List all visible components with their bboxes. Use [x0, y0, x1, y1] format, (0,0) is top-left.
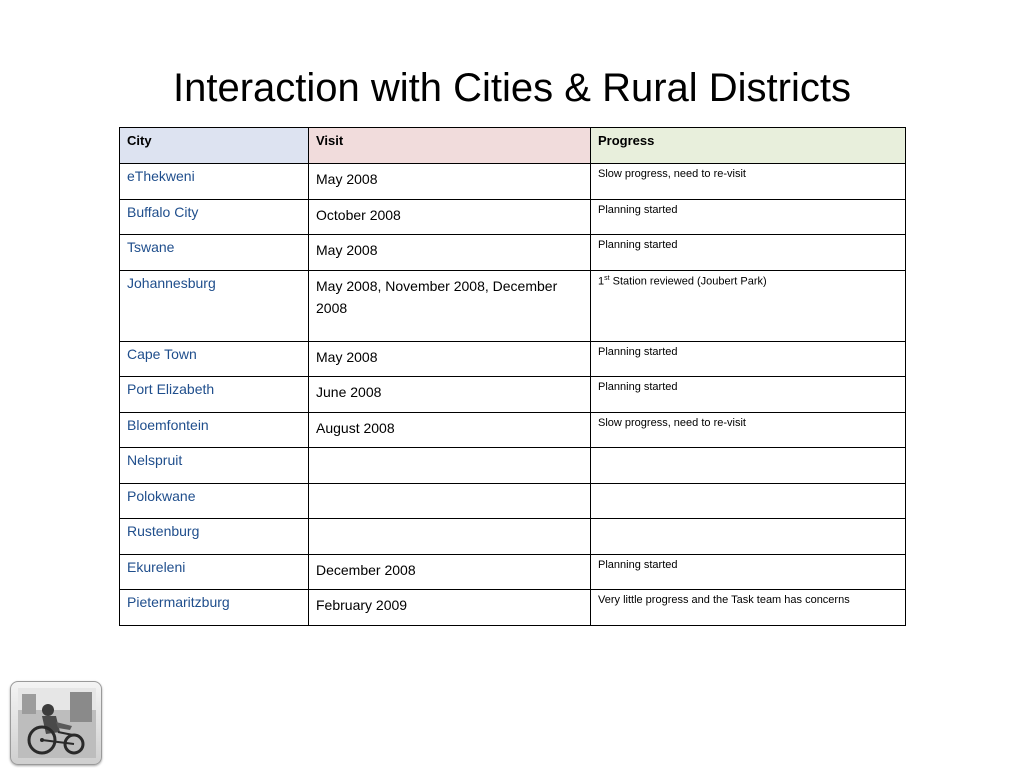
- progress-cell: [591, 519, 906, 555]
- progress-cell: Planning started: [591, 377, 906, 413]
- table-row: [120, 164, 906, 200]
- visit-cell: [309, 483, 591, 519]
- city-cell: Bloemfontein: [120, 412, 309, 448]
- city-cell: Pietermaritzburg: [120, 590, 309, 626]
- table-row: [120, 590, 906, 626]
- visit-cell: May 2008: [309, 341, 591, 377]
- progress-cell: [591, 448, 906, 484]
- cities-table: [119, 127, 906, 626]
- city-cell: Buffalo City: [120, 199, 309, 235]
- table-row: [120, 483, 906, 519]
- progress-cell: Planning started: [591, 235, 906, 271]
- visit-cell: May 2008: [309, 164, 591, 200]
- table-row: [120, 270, 906, 341]
- table-row: [120, 341, 906, 377]
- table-row: [120, 519, 906, 555]
- progress-cell: Planning started: [591, 554, 906, 590]
- city-cell: Tswane: [120, 235, 309, 271]
- table-row: [120, 377, 906, 413]
- visit-cell: [309, 519, 591, 555]
- city-cell: Port Elizabeth: [120, 377, 309, 413]
- progress-cell: Planning started: [591, 341, 906, 377]
- visit-cell: [309, 448, 591, 484]
- slide-title: Interaction with Cities & Rural Districts: [173, 66, 851, 110]
- city-cell: Cape Town: [120, 341, 309, 377]
- progress-cell: Planning started: [591, 199, 906, 235]
- city-cell: Johannesburg: [120, 270, 309, 341]
- header-progress: Progress: [591, 128, 906, 164]
- progress-cell: Slow progress, need to re-visit: [591, 412, 906, 448]
- city-cell: Ekureleni: [120, 554, 309, 590]
- visit-cell: February 2009: [309, 590, 591, 626]
- visit-cell: August 2008: [309, 412, 591, 448]
- table-row: [120, 554, 906, 590]
- header-visit: Visit: [309, 128, 591, 164]
- table-header-row: [120, 128, 906, 164]
- header-city: City: [120, 128, 309, 164]
- wheelchair-photo-icon: [18, 688, 96, 758]
- city-cell: Nelspruit: [120, 448, 309, 484]
- progress-cell: [591, 483, 906, 519]
- visit-cell: June 2008: [309, 377, 591, 413]
- progress-ordinal-suffix: st: [604, 274, 610, 282]
- city-cell: eThekweni: [120, 164, 309, 200]
- city-cell: Rustenburg: [120, 519, 309, 555]
- city-cell: Polokwane: [120, 483, 309, 519]
- progress-cell: Slow progress, need to re-visit: [591, 164, 906, 200]
- progress-text: Station reviewed (Joubert Park): [609, 275, 767, 288]
- visit-cell: December 2008: [309, 554, 591, 590]
- table-row: [120, 448, 906, 484]
- progress-ordinal-number: 1: [598, 275, 605, 288]
- visit-cell: October 2008: [309, 199, 591, 235]
- progress-cell: Very little progress and the Task team has concerns: [591, 590, 906, 626]
- thumbnail-image-button[interactable]: [10, 681, 102, 765]
- table-row: [120, 235, 906, 271]
- progress-cell: [591, 270, 906, 341]
- visit-cell: May 2008: [309, 235, 591, 271]
- visit-cell: May 2008, November 2008, December 2008: [309, 270, 591, 341]
- table-row: [120, 412, 906, 448]
- table-row: [120, 199, 906, 235]
